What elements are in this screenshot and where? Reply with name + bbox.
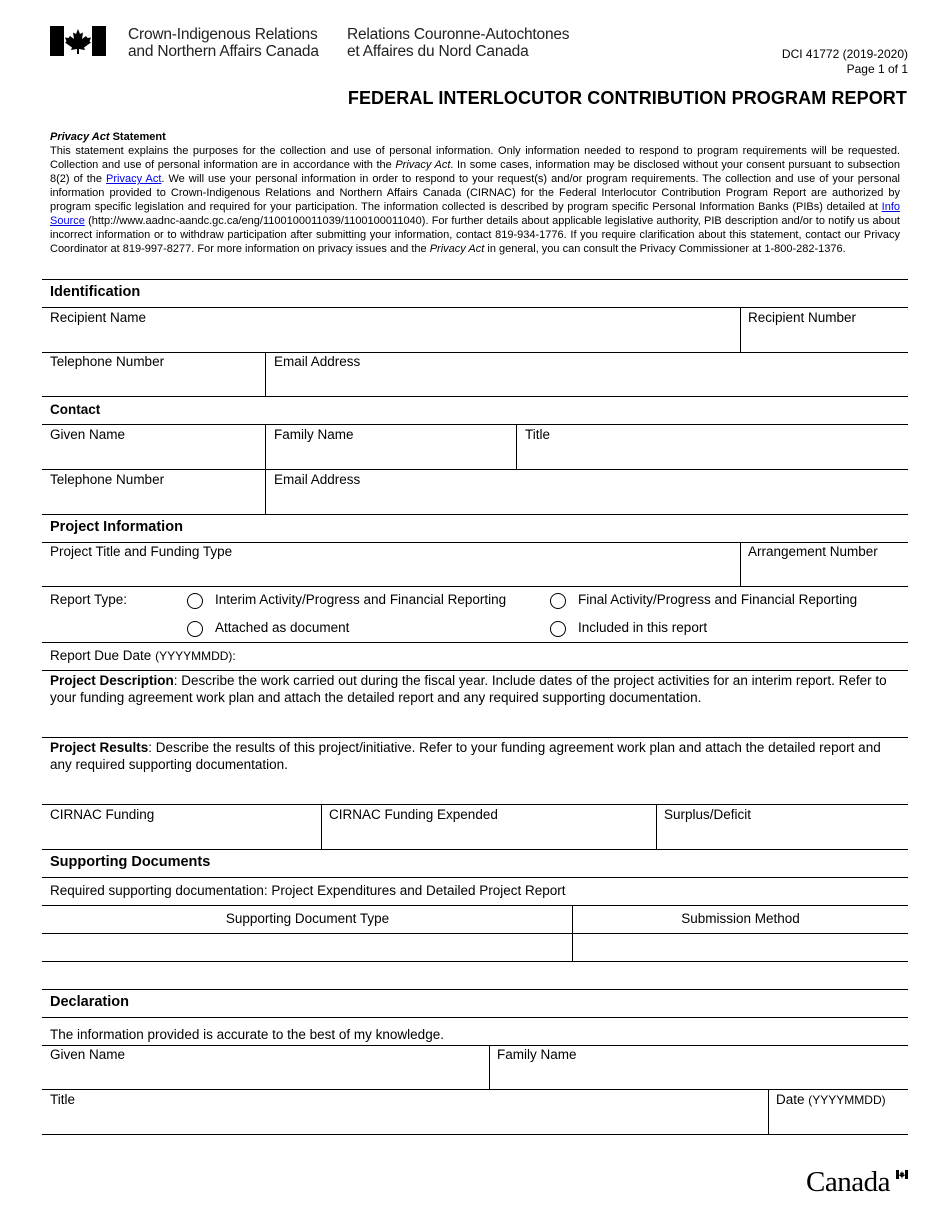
identification-email-field[interactable]: Email Address — [274, 354, 361, 369]
divider — [42, 1045, 908, 1046]
surplus-deficit-field[interactable]: Surplus/Deficit — [664, 807, 752, 822]
divider — [42, 424, 908, 425]
privacy-heading: Privacy Act Statement — [50, 131, 166, 143]
recipient-number-field[interactable]: Recipient Number — [748, 310, 857, 325]
divider — [42, 396, 908, 397]
project-results-field[interactable]: Project Results: Describe the results of this project/initiative. Refer to your funding agreement work plan and attach the detailed report and any required supporting documentation. — [50, 740, 881, 772]
cirnac-funding-expended-field[interactable]: CIRNAC Funding Expended — [329, 807, 498, 822]
divider — [321, 804, 322, 849]
divider — [42, 307, 908, 308]
info-source-link[interactable]: Info Source — [50, 201, 900, 227]
divider — [42, 905, 908, 906]
divider — [42, 670, 908, 671]
radio-final-reporting[interactable] — [550, 593, 566, 609]
privacy-statement — [50, 130, 900, 256]
supporting-documents-heading: Supporting Documents — [50, 854, 211, 870]
radio-interim-reporting[interactable] — [187, 593, 203, 609]
divider — [42, 542, 908, 543]
divider — [740, 307, 741, 352]
contact-title-field[interactable]: Title — [525, 427, 551, 442]
declaration-date-field[interactable]: Date (YYYYMMDD) — [776, 1092, 886, 1107]
canada-flag-logo — [50, 26, 106, 56]
canada-wordmark: Canada — [806, 1166, 890, 1198]
form-number: DCI 41772 (2019-2020) — [781, 47, 908, 61]
divider — [42, 352, 908, 353]
declaration-heading: Declaration — [50, 994, 129, 1010]
divider — [656, 804, 657, 849]
option-interim-label: Interim Activity/Progress and Financial Reporting — [215, 592, 507, 607]
divider — [42, 849, 908, 850]
cirnac-funding-field[interactable]: CIRNAC Funding — [50, 807, 155, 822]
privacy-body: This statement explains the purposes for the collection and use of personal information. Only information needed to respond to program requirements will be requested. Collection and use of personal information are in accordance with the Privacy Act. In some cases, information may be disclosed without your consent pursuant to subsection 8(2) of the Privacy Act. We will use your personal information in order to respond to your request(s) and/or program requirements. The collection and use of your personal information provided to Crown-Indigenous Relations and Northern Affairs Canada (CIRNAC) for the Federal Interlocutor Contribution Program Report are authorized by program specific legislation and required for your participation. The information collected is described by program specific Personal Information Banks (PIBs) detailed at Info Source (http://www.aadnc-aandc.gc.ca/eng/1100100011039/1100100011040). For further details about applicable legislative authority, PIB description and/or to notify us about incorrect information or to withdraw participation after submitting your information, contact 819-934-1776. If you require clarification about this statement, contact our Privacy Coordinator at 819-997-8277. For more information on privacy issues and the Privacy Act in general, you can consult the Privacy Commissioner at 1-800-282-1376. — [50, 145, 901, 255]
document-type-input[interactable] — [42, 934, 572, 961]
contact-family-name-field[interactable]: Family Name — [274, 427, 354, 442]
required-documentation-text: Required supporting documentation: Project Expenditures and Detailed Project Report — [50, 883, 566, 898]
divider — [42, 961, 908, 962]
divider — [42, 642, 908, 643]
divider — [42, 737, 908, 738]
divider — [42, 804, 908, 805]
submission-method-input[interactable] — [573, 934, 908, 961]
divider — [42, 514, 908, 515]
divider — [42, 1017, 908, 1018]
department-name-french: Relations Couronne-Autochtones et Affaires du Nord Canada — [347, 26, 570, 60]
department-name-english: Crown-Indigenous Relations and Northern Affairs Canada — [128, 26, 319, 60]
column-header-submission-method: Submission Method — [681, 911, 800, 926]
form-number-block — [782, 47, 908, 77]
declaration-family-name-field[interactable]: Family Name — [497, 1047, 577, 1062]
report-due-date-field[interactable]: Report Due Date (YYYYMMDD): — [50, 648, 236, 663]
divider — [42, 586, 908, 587]
declaration-title-field[interactable]: Title — [50, 1092, 76, 1107]
divider — [516, 424, 517, 469]
project-description-field[interactable]: Project Description: Describe the work carried out during the fiscal year. Include dates of the project activities for an interim report. Refer to your funding agreement work plan and attach the detailed report and any required supporting documentation. — [50, 673, 887, 705]
option-final-label: Final Activity/Progress and Financial Reporting — [578, 592, 858, 607]
recipient-name-field[interactable]: Recipient Name — [50, 310, 147, 325]
divider — [42, 877, 908, 878]
identification-heading: Identification — [50, 284, 141, 300]
divider — [42, 989, 908, 990]
divider — [489, 1045, 490, 1089]
contact-telephone-field[interactable]: Telephone Number — [50, 472, 165, 487]
identification-telephone-field[interactable]: Telephone Number — [50, 354, 165, 369]
divider — [42, 279, 908, 280]
contact-email-field[interactable]: Email Address — [274, 472, 361, 487]
declaration-statement: The information provided is accurate to the best of my knowledge. — [50, 1027, 444, 1042]
option-attached-label: Attached as document — [215, 620, 350, 635]
divider — [42, 469, 908, 470]
divider — [740, 542, 741, 586]
divider — [42, 1134, 908, 1135]
declaration-given-name-field[interactable]: Given Name — [50, 1047, 126, 1062]
contact-given-name-field[interactable]: Given Name — [50, 427, 126, 442]
report-type-label: Report Type: — [50, 592, 128, 607]
project-title-field[interactable]: Project Title and Funding Type — [50, 544, 233, 559]
radio-included-in-report[interactable] — [550, 621, 566, 637]
column-header-document-type: Supporting Document Type — [225, 911, 390, 926]
divider — [42, 1089, 908, 1090]
contact-heading: Contact — [50, 402, 101, 417]
option-included-label: Included in this report — [578, 620, 708, 635]
divider — [768, 1089, 769, 1134]
radio-attached-as-document[interactable] — [187, 621, 203, 637]
page-title: FEDERAL INTERLOCUTOR CONTRIBUTION PROGRAM REPORT — [347, 88, 907, 108]
page-number: Page 1 of 1 — [846, 62, 908, 76]
divider — [265, 352, 266, 396]
canada-wordmark-flag-icon — [896, 1170, 908, 1179]
arrangement-number-field[interactable]: Arrangement Number — [748, 544, 878, 559]
project-information-heading: Project Information — [50, 519, 183, 535]
privacy-act-link[interactable]: Privacy Act — [106, 173, 162, 185]
